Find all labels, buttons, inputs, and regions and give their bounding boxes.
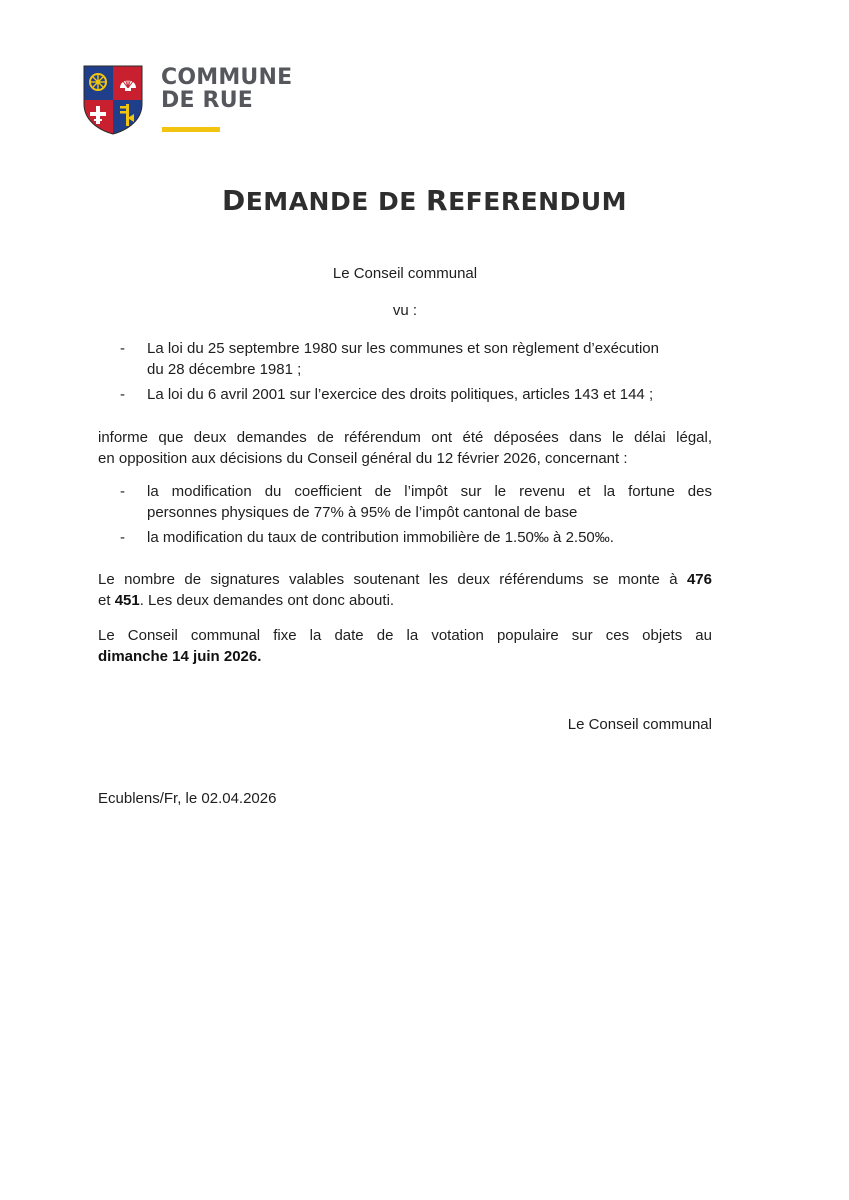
list-item: - la modification du taux de contribution immobilière de 1.50‰ à 2.50‰. — [120, 529, 614, 546]
signatures-paragraph: Le nombre de signatures valables soutenant les deux référendums se monte à 476 et 451. Les deux demandes ont donc abouti. — [98, 571, 712, 609]
commune-name-line2: DE RUE — [161, 88, 253, 113]
vote-date: dimanche 14 juin 2026. — [98, 648, 262, 665]
referendum-objects-list — [120, 481, 712, 548]
vu-line: vu : — [392, 302, 418, 319]
signature: Le Conseil communal — [567, 716, 712, 733]
page-title: DEMANDE DE REFERENDUM — [221, 184, 628, 217]
brand-accent-bar — [162, 127, 220, 132]
issuer-line: Le Conseil communal — [332, 265, 478, 282]
commune-name — [161, 66, 292, 112]
list-item: - La loi du 6 avril 2001 sur l’exercice des droits politiques, articles 143 et 144 ; — [120, 386, 654, 403]
commune-name-line1: COMMUNE — [161, 65, 293, 90]
place-date: Ecublens/Fr, le 02.04.2026 — [98, 790, 277, 807]
list-item: - La loi du 25 septembre 1980 sur les communes et son règlement d’exécution du 28 décembre 1981 ; — [120, 340, 659, 378]
list-item: - la modification du coefficient de l’impôt sur le revenu et la fortune des personnes physiques de 77% à 95% de l’impôt cantonal de base — [120, 483, 712, 521]
signatures-count-1: 476 — [686, 571, 712, 588]
legal-bases-list — [120, 338, 712, 405]
signatures-count-2: 451 — [114, 592, 140, 609]
vote-paragraph: Le Conseil communal fixe la date de la votation populaire sur ces objets au dimanche 14 juin 2026. — [98, 627, 712, 665]
inform-paragraph: informe que deux demandes de référendum ont été déposées dans le délai légal, en opposition aux décisions du Conseil général du 12 février 2026, concernant : — [98, 429, 712, 467]
coat-of-arms-icon — [82, 64, 144, 136]
